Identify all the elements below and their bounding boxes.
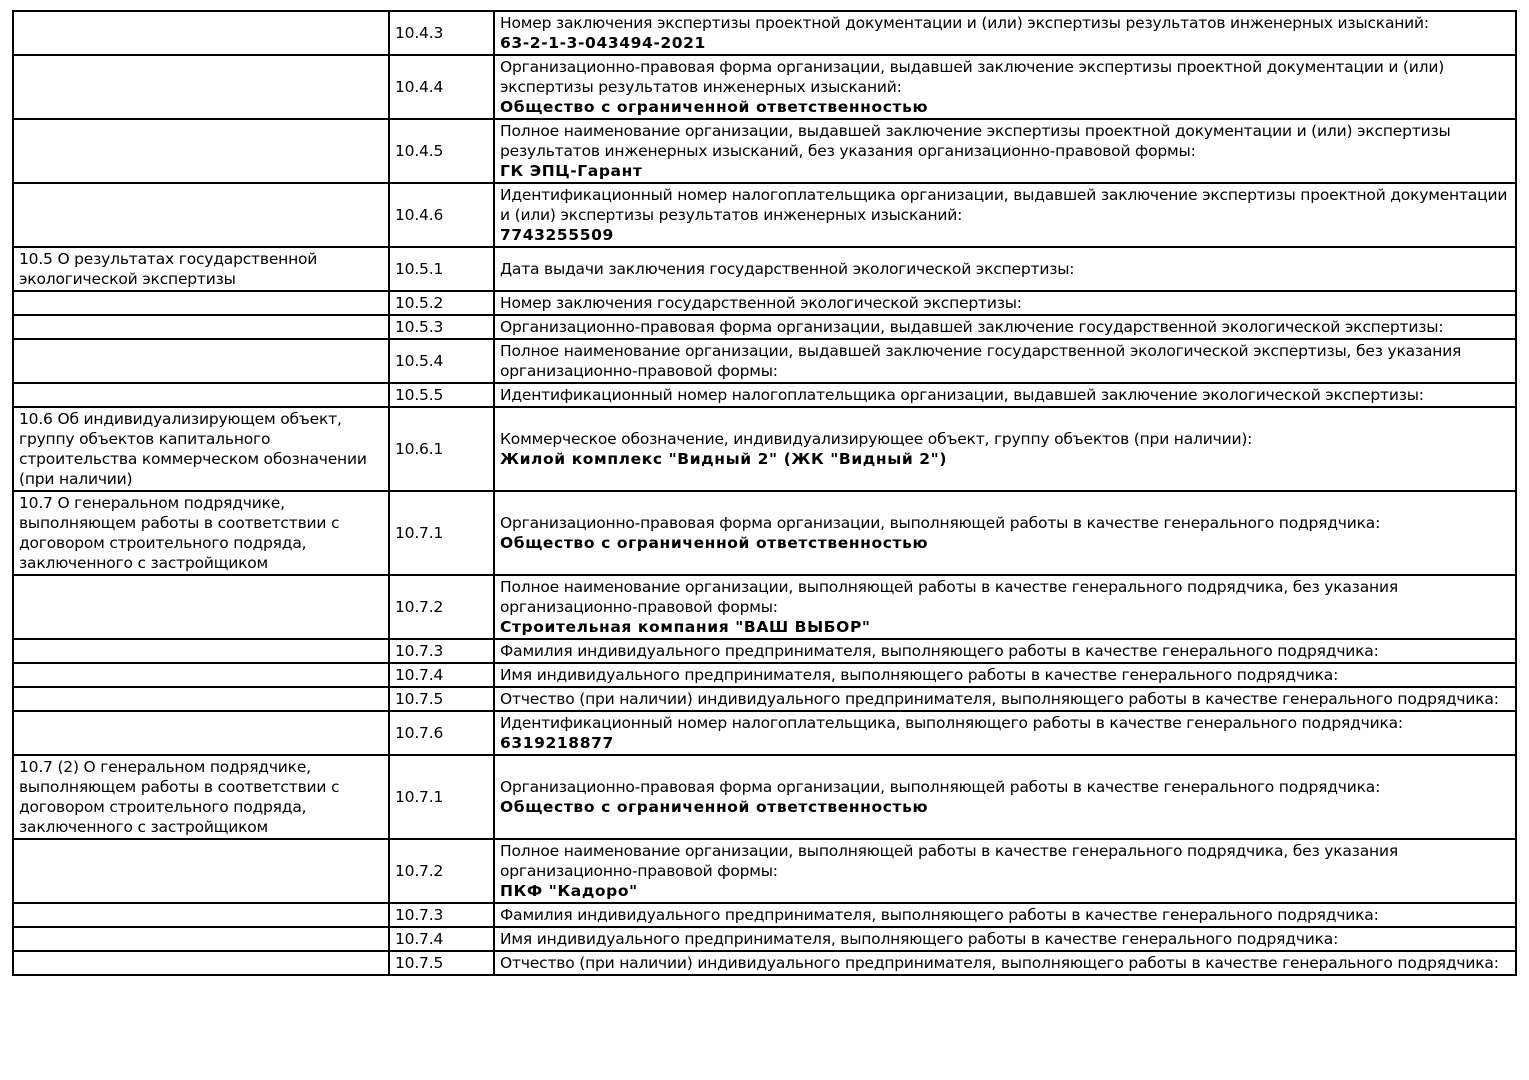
item-code-cell: 10.7.2 xyxy=(389,839,494,903)
table-row xyxy=(13,687,1516,711)
item-code-cell: 10.7.1 xyxy=(389,755,494,839)
field-value: ПКФ "Кадоро" xyxy=(500,882,638,900)
field-label: Отчество (при наличии) индивидуального предпринимателя, выполняющего работы в качестве генерального подрядчика: xyxy=(500,690,1499,708)
field-label: Полное наименование организации, выдавшей заключение государственной экологической экспертизы, без указания организационно-правовой формы: xyxy=(500,342,1462,380)
section-title-cell xyxy=(13,839,389,903)
table-row xyxy=(13,11,1516,55)
declaration-table xyxy=(12,10,1517,976)
item-code-cell: 10.5.1 xyxy=(389,247,494,291)
section-title-cell xyxy=(13,55,389,119)
table-row xyxy=(13,291,1516,315)
table-row xyxy=(13,183,1516,247)
field-cell xyxy=(494,407,1516,491)
field-cell xyxy=(494,119,1516,183)
item-code-cell: 10.5.5 xyxy=(389,383,494,407)
table-row xyxy=(13,951,1516,975)
field-label: Идентификационный номер налогоплательщика организации, выдавшей заключение экспертизы проектной документации и (или) экспертизы результатов инженерных изысканий: xyxy=(500,186,1508,224)
item-code-cell: 10.7.1 xyxy=(389,491,494,575)
field-label: Организационно-правовая форма организации, выдавшей заключение экспертизы проектной документации и (или) экспертизы результатов инженерных изысканий: xyxy=(500,58,1445,96)
item-code-cell: 10.6.1 xyxy=(389,407,494,491)
field-cell xyxy=(494,639,1516,663)
field-label: Фамилия индивидуального предпринимателя, выполняющего работы в качестве генерального подрядчика: xyxy=(500,642,1379,660)
field-label: Имя индивидуального предпринимателя, выполняющего работы в качестве генерального подрядчика: xyxy=(500,930,1339,948)
section-title-cell xyxy=(13,11,389,55)
table-row xyxy=(13,119,1516,183)
field-label: Коммерческое обозначение, индивидуализирующее объект, группу объектов (при наличии): xyxy=(500,430,1253,448)
field-label: Отчество (при наличии) индивидуального предпринимателя, выполняющего работы в качестве генерального подрядчика: xyxy=(500,954,1499,972)
field-value: Общество с ограниченной ответственностью xyxy=(500,798,929,816)
section-title-cell: 10.7 О генеральном подрядчике, выполняющем работы в соответствии с договором строительного подряда, заключенного с застройщиком xyxy=(13,491,389,575)
item-code-cell: 10.7.6 xyxy=(389,711,494,755)
section-title-cell xyxy=(13,383,389,407)
section-title-cell: 10.6 Об индивидуализирующем объект, группу объектов капитального строительства коммерческом обозначении (при наличии) xyxy=(13,407,389,491)
table-row xyxy=(13,639,1516,663)
field-value: ГК ЭПЦ-Гарант xyxy=(500,162,643,180)
table-row xyxy=(13,663,1516,687)
section-title-cell xyxy=(13,663,389,687)
field-label: Организационно-правовая форма организации, выполняющей работы в качестве генерального подрядчика: xyxy=(500,778,1381,796)
field-label: Организационно-правовая форма организации, выдавшей заключение государственной экологической экспертизы: xyxy=(500,318,1444,336)
table-row xyxy=(13,315,1516,339)
field-label: Идентификационный номер налогоплательщика, выполняющего работы в качестве генерального подрядчика: xyxy=(500,714,1403,732)
section-title-cell xyxy=(13,119,389,183)
section-title-cell xyxy=(13,291,389,315)
field-label: Полное наименование организации, выдавшей заключение экспертизы проектной документации и (или) экспертизы результатов инженерных изысканий, без указания организационно-правовой формы: xyxy=(500,122,1451,160)
table-row xyxy=(13,407,1516,491)
field-cell xyxy=(494,315,1516,339)
field-cell xyxy=(494,339,1516,383)
field-label: Полное наименование организации, выполняющей работы в качестве генерального подрядчика, без указания организационно-правовой формы: xyxy=(500,842,1398,880)
field-cell xyxy=(494,663,1516,687)
field-value: Жилой комплекс "Видный 2" (ЖК "Видный 2") xyxy=(500,450,948,468)
table-row xyxy=(13,839,1516,903)
item-code-cell: 10.5.3 xyxy=(389,315,494,339)
field-cell xyxy=(494,575,1516,639)
table-row xyxy=(13,755,1516,839)
field-label: Организационно-правовая форма организации, выполняющей работы в качестве генерального подрядчика: xyxy=(500,514,1381,532)
section-title-cell xyxy=(13,639,389,663)
field-label: Дата выдачи заключения государственной экологической экспертизы: xyxy=(500,260,1075,278)
section-title-cell xyxy=(13,183,389,247)
section-title-cell xyxy=(13,903,389,927)
field-cell xyxy=(494,755,1516,839)
item-code-cell: 10.7.3 xyxy=(389,903,494,927)
table-row xyxy=(13,383,1516,407)
field-value: Строительная компания "ВАШ ВЫБОР" xyxy=(500,618,871,636)
field-cell xyxy=(494,383,1516,407)
field-cell xyxy=(494,711,1516,755)
section-title-cell xyxy=(13,575,389,639)
section-title-cell: 10.5 О результатах государственной экологической экспертизы xyxy=(13,247,389,291)
item-code-cell: 10.7.5 xyxy=(389,687,494,711)
field-label: Идентификационный номер налогоплательщика организации, выдавшей заключение экологической экспертизы: xyxy=(500,386,1424,404)
field-label: Полное наименование организации, выполняющей работы в качестве генерального подрядчика, без указания организационно-правовой формы: xyxy=(500,578,1398,616)
section-title-cell xyxy=(13,927,389,951)
table-row xyxy=(13,903,1516,927)
field-cell xyxy=(494,903,1516,927)
field-value: 7743255509 xyxy=(500,226,614,244)
field-value: 63-2-1-3-043494-2021 xyxy=(500,34,706,52)
field-cell xyxy=(494,927,1516,951)
field-cell xyxy=(494,183,1516,247)
item-code-cell: 10.4.5 xyxy=(389,119,494,183)
field-label: Имя индивидуального предпринимателя, выполняющего работы в качестве генерального подрядчика: xyxy=(500,666,1339,684)
section-title-cell xyxy=(13,951,389,975)
table-row xyxy=(13,711,1516,755)
item-code-cell: 10.7.2 xyxy=(389,575,494,639)
item-code-cell: 10.4.6 xyxy=(389,183,494,247)
section-title-cell: 10.7 (2) О генеральном подрядчике, выполняющем работы в соответствии с договором строительного подряда, заключенного с застройщиком xyxy=(13,755,389,839)
section-title-cell xyxy=(13,339,389,383)
field-value: 6319218877 xyxy=(500,734,614,752)
field-cell xyxy=(494,291,1516,315)
item-code-cell: 10.7.5 xyxy=(389,951,494,975)
field-cell xyxy=(494,55,1516,119)
field-value: Общество с ограниченной ответственностью xyxy=(500,534,929,552)
item-code-cell: 10.5.4 xyxy=(389,339,494,383)
table-row xyxy=(13,247,1516,291)
table-row xyxy=(13,339,1516,383)
table-row xyxy=(13,55,1516,119)
field-cell xyxy=(494,951,1516,975)
item-code-cell: 10.5.2 xyxy=(389,291,494,315)
item-code-cell: 10.7.3 xyxy=(389,639,494,663)
field-label: Номер заключения экспертизы проектной документации и (или) экспертизы результатов инженерных изысканий: xyxy=(500,14,1429,32)
item-code-cell: 10.7.4 xyxy=(389,663,494,687)
field-cell xyxy=(494,687,1516,711)
table-row xyxy=(13,927,1516,951)
field-cell xyxy=(494,11,1516,55)
field-label: Фамилия индивидуального предпринимателя, выполняющего работы в качестве генерального подрядчика: xyxy=(500,906,1379,924)
item-code-cell: 10.4.3 xyxy=(389,11,494,55)
table-row xyxy=(13,491,1516,575)
table-row xyxy=(13,575,1516,639)
field-cell xyxy=(494,839,1516,903)
section-title-cell xyxy=(13,711,389,755)
field-cell xyxy=(494,247,1516,291)
section-title-cell xyxy=(13,315,389,339)
field-cell xyxy=(494,491,1516,575)
item-code-cell: 10.4.4 xyxy=(389,55,494,119)
declaration-table-body xyxy=(13,11,1516,975)
field-value: Общество с ограниченной ответственностью xyxy=(500,98,929,116)
item-code-cell: 10.7.4 xyxy=(389,927,494,951)
section-title-cell xyxy=(13,687,389,711)
field-label: Номер заключения государственной экологической экспертизы: xyxy=(500,294,1022,312)
